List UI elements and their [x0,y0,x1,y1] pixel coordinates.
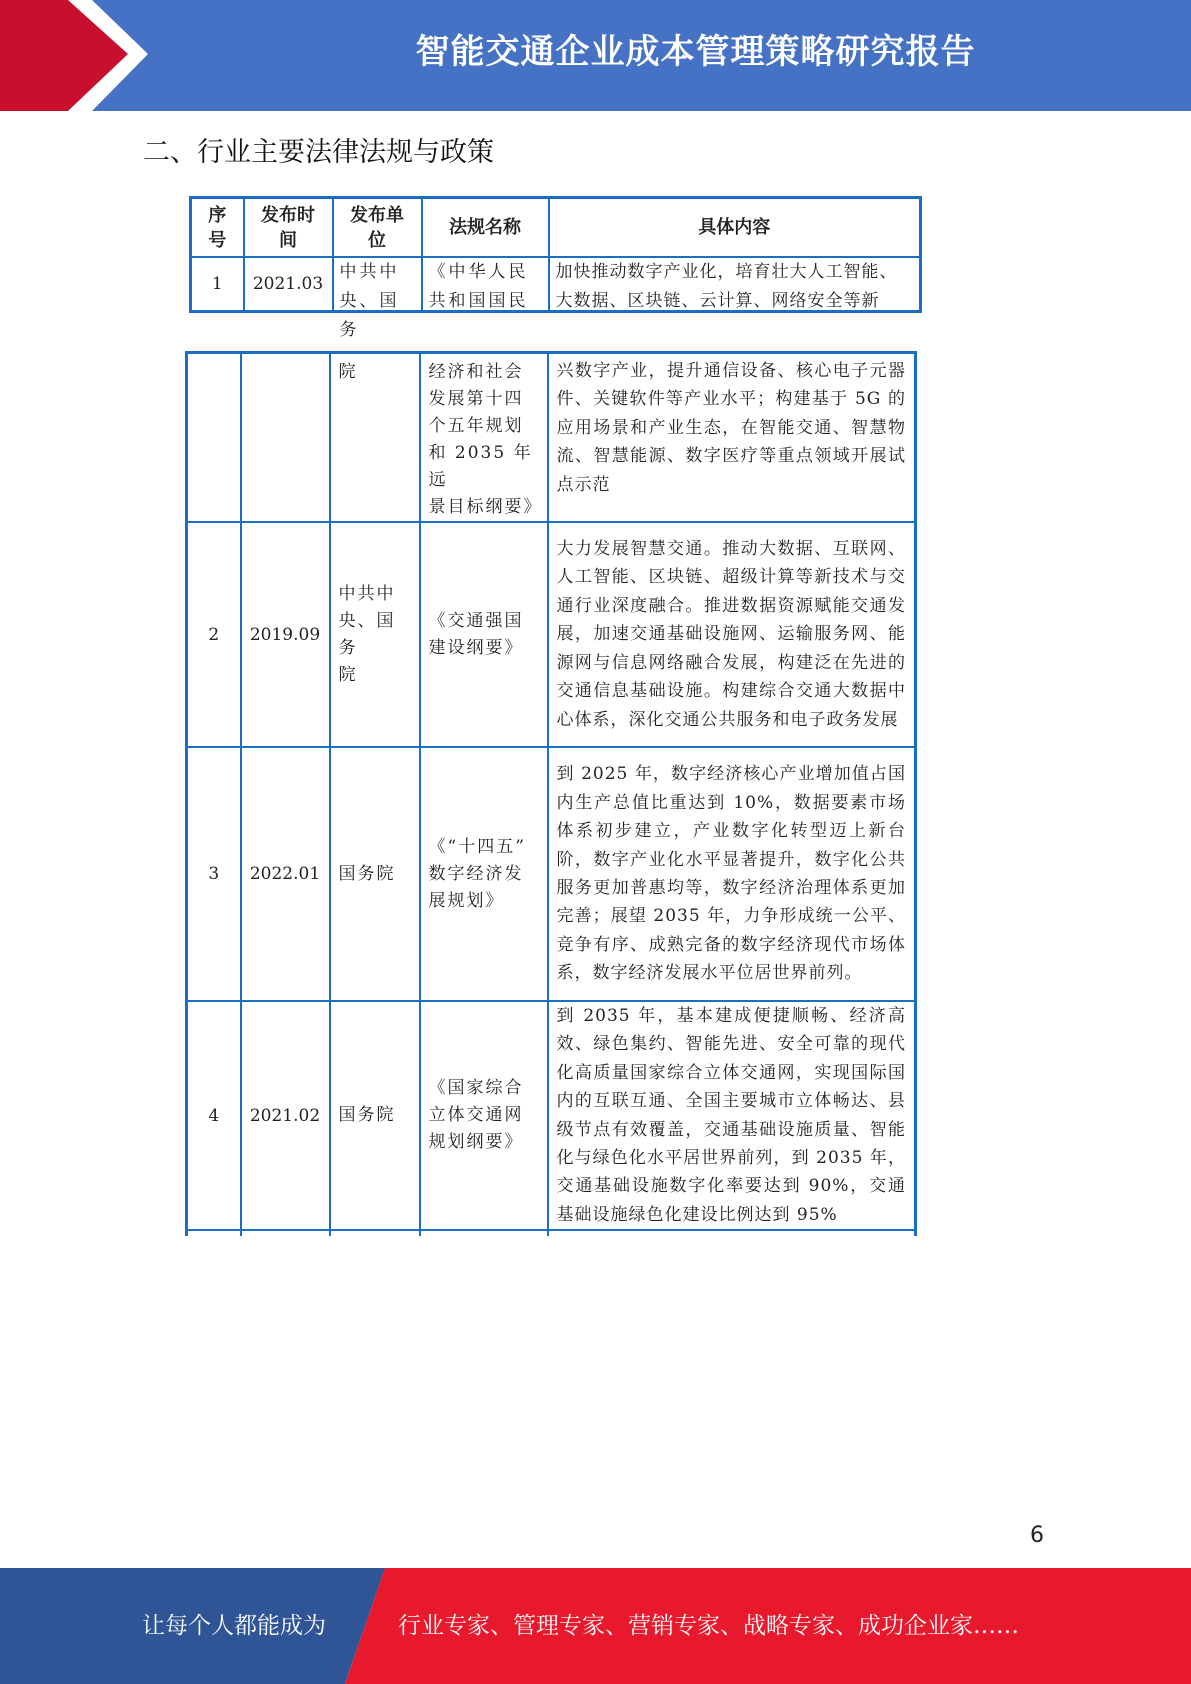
row-no: 1 [191,257,244,312]
row-issuer: 院 [330,353,420,523]
report-title: 智能交通企业成本管理策略研究报告 [415,32,976,72]
policy-table-part-1 [189,196,922,340]
continuation-cell [420,1230,548,1236]
row-name: 《国家综合 立体交通网 规划纲要》 [420,1001,548,1230]
section-title: 二、行业主要法律法规与政策 [143,137,494,168]
row-content: 加快推动数字产业化，培育壮大人工智能、 大数据、区块链、云计算、网络安全等新 [549,257,921,312]
continuation-cell [330,1230,420,1236]
row-content: 兴数字产业，提升通信设备、核心电子元器件、关键软件等产业水平；构建基于 5G 的应用场景和产业生态，在智能交通、智慧物流、智慧能源、数字医疗等重点领域开展试点示范 [548,353,916,523]
row-name: 经济和社会 发展第十四 个五年规划 和 2035 年远 景目标纲要》 [420,353,548,523]
continuation-cell [241,1230,330,1236]
header-cell-date: 发布时 间 [244,198,333,258]
row-no: 2 [187,522,241,747]
footer-slogan-left: 让每个人都能成为 [142,1613,326,1639]
table-row [187,353,916,523]
table-row [187,747,916,1001]
row-no [187,353,241,523]
row-issuer: 国务院 [330,1001,420,1230]
row-issuer: 国务院 [330,747,420,1001]
table-row [187,522,916,747]
row-content: 大力发展智慧交通。推动大数据、互联网、人工智能、区块链、超级计算等新技术与交通行业深度融合。推进数据资源赋能交通发展，加速交通基础设施网、运输服务网、能源网与信息网络融合发展，构建泛在先进的交通信息基础设施。构建综合交通大数据中心体系，深化交通公共服务和电子政务发展 [548,522,916,747]
table-header-row [191,198,921,258]
header-cell-name: 法规名称 [422,198,549,258]
header-cell-no: 序 号 [191,198,244,258]
row-no: 4 [187,1001,241,1230]
row-issuer: 中共中 央、国务 [333,257,422,312]
row-no: 3 [187,747,241,1001]
row-date [241,353,330,523]
policy-table-part-2 [185,351,917,1236]
header-cell-content: 具体内容 [549,198,921,258]
table-row [187,1001,916,1230]
row-date: 2021.02 [241,1001,330,1230]
row-issuer: 中共中 央、国务 院 [330,522,420,747]
row-name: 《“十四五” 数字经济发 展规划》 [420,747,548,1001]
continuation-cell [548,1230,916,1236]
footer-slogan-right: 行业专家、管理专家、营销专家、战略专家、成功企业家…… [398,1613,1019,1639]
continuation-cell [187,1230,241,1236]
row-content: 到 2025 年，数字经济核心产业增加值占国内生产总值比重达到 10%，数据要素市场体系初步建立，产业数字化转型迈上新台阶，数字产业化水平显著提升，数字化公共服务更加普惠均等，数字经济治理体系更加完善；展望 2035 年，力争形成统一公平、竞争有序、成熟完备的数字经济现代市场体系，数字经济发展水平位居世界前列。 [548,747,916,1001]
row-date: 2021.03 [244,257,333,312]
page-footer [0,1568,1191,1684]
table-row [191,257,921,312]
row-date: 2022.01 [241,747,330,1001]
header-cell-issuer: 发布单 位 [333,198,422,258]
table-row-continuation [187,1230,916,1236]
page-number: 6 [1030,1523,1044,1548]
page-header [0,0,1191,111]
row-name: 《交通强国 建设纲要》 [420,522,548,747]
row-date: 2019.09 [241,522,330,747]
row-content: 到 2035 年，基本建成便捷顺畅、经济高效、绿色集约、智能先进、安全可靠的现代化高质量国家综合立体交通网，实现国际国内的互联互通、全国主要城市立体畅达、县级节点有效覆盖，交通基础设施质量、智能化与绿色化水平居世界前列，到 2035 年，交通基础设施数字化率要达到 90%，交通基础设施绿色化建设比例达到 95% [548,1001,916,1230]
row-name: 《中华人民 共和国国民 [422,257,549,312]
